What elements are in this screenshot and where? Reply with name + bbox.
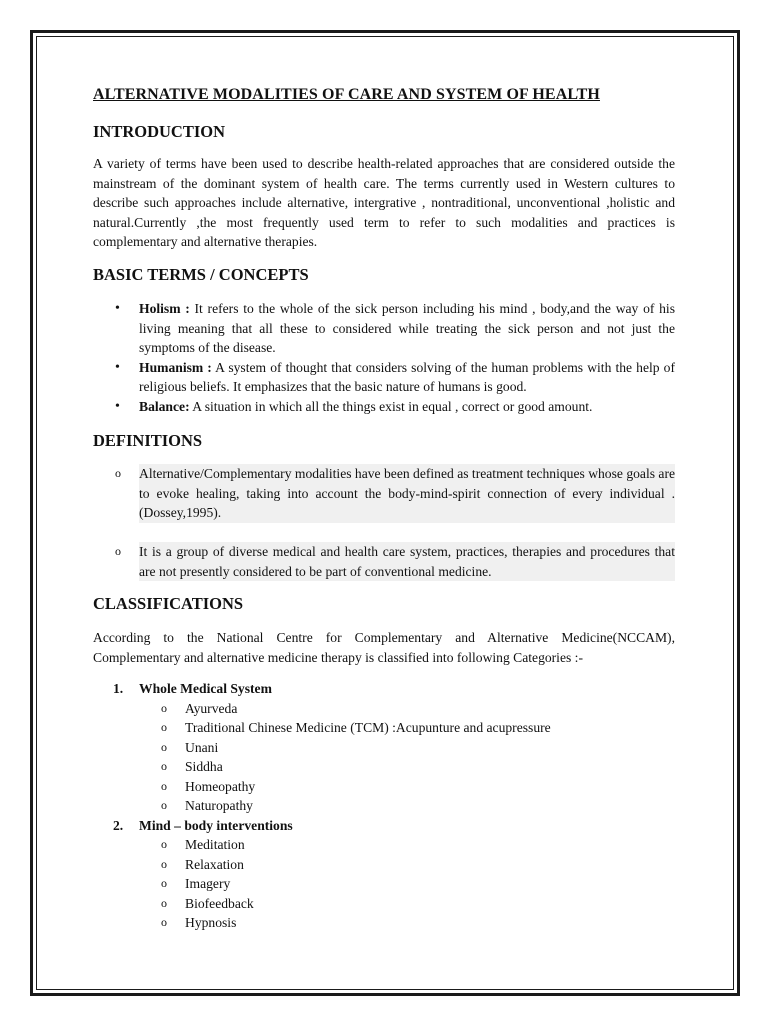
list-item — [93, 464, 675, 523]
list-item — [93, 855, 675, 875]
definitions-heading: DEFINITIONS — [93, 431, 203, 450]
list-item — [93, 299, 675, 358]
definitions-list — [93, 464, 675, 523]
introduction-heading: INTRODUCTION — [93, 122, 226, 141]
definitions-list-2 — [93, 542, 675, 581]
circle-bullet-icon: o — [161, 720, 167, 734]
term-label: Holism : — [139, 301, 190, 316]
subitem-text: Relaxation — [185, 856, 244, 872]
category-subitems — [139, 699, 675, 816]
subitem-text: Meditation — [185, 837, 245, 852]
category-item — [93, 816, 675, 933]
list-item — [93, 738, 675, 758]
list-item — [93, 397, 675, 417]
circle-bullet-icon: o — [115, 466, 121, 480]
list-item — [93, 913, 675, 933]
subitem-text: Traditional Chinese Medicine (TCM) :Acupunture and acupressure — [185, 720, 551, 735]
term-label: Balance: — [139, 398, 190, 414]
list-item — [93, 358, 675, 397]
circle-bullet-icon: o — [115, 544, 121, 558]
document-title: ALTERNATIVE MODALITIES OF CARE AND SYSTEM OF HEALTH — [93, 86, 600, 103]
term-label: Humanism : — [139, 359, 212, 375]
list-item — [93, 699, 675, 719]
list-item — [93, 874, 675, 894]
term-description: A system of thought that considers solving of the human problems with the help of religious beliefs. It emphasizes that the basic nature of humans is good. — [139, 359, 675, 394]
subitem-text: Imagery — [185, 876, 231, 891]
subitem-text: Biofeedback — [185, 895, 254, 911]
circle-bullet-icon: o — [161, 837, 167, 851]
circle-bullet-icon: o — [161, 778, 167, 793]
circle-bullet-icon: o — [161, 915, 167, 929]
category-subitems — [139, 835, 675, 933]
category-name: Mind – body interventions — [139, 817, 293, 833]
basic-terms-list — [93, 299, 675, 416]
category-number: 2. — [113, 817, 124, 833]
term-description: A situation in which all the things exist in equal , correct or good amount. — [189, 398, 593, 414]
classification-categories — [93, 679, 675, 933]
subitem-text: Hypnosis — [185, 915, 237, 930]
circle-bullet-icon: o — [161, 895, 167, 910]
bullet-marker: • — [115, 359, 120, 375]
classifications-intro: According to the National Centre for Complementary and Alternative Medicine(NCCAM), Complementary and alternative medicine therapy is classified into following Categories :- — [93, 630, 675, 665]
subitem-text: Siddha — [185, 759, 223, 774]
category-name: Whole Medical System — [139, 681, 272, 696]
list-item — [93, 777, 675, 797]
definition-text: It is a group of diverse medical and health care system, practices, therapies and procedures that are not presently considered to be part of conventional medicine. — [139, 542, 675, 581]
classifications-heading: CLASSIFICATIONS — [93, 594, 244, 613]
circle-bullet-icon: o — [161, 798, 167, 812]
category-number: 1. — [113, 681, 124, 696]
circle-bullet-icon: o — [161, 739, 167, 754]
definition-text: Alternative/Complementary modalities have been defined as treatment techniques whose goals are to evoke healing, taking into account the body-mind-spirit connection of every individual . (Dossey,1995). — [139, 464, 675, 523]
list-item — [93, 757, 675, 777]
bullet-marker: • — [115, 398, 120, 414]
subitem-text: Homeopathy — [185, 778, 256, 794]
bullet-marker: • — [115, 301, 120, 316]
list-item — [93, 542, 675, 581]
circle-bullet-icon: o — [161, 759, 167, 773]
list-item — [93, 718, 675, 738]
list-item — [93, 835, 675, 855]
circle-bullet-icon: o — [161, 876, 167, 890]
circle-bullet-icon: o — [161, 700, 167, 715]
introduction-paragraph: A variety of terms have been used to describe health-related approaches that are considered outside the mainstream of the dominant system of health care. The terms currently used in Western cultures to describe such approaches include alternative, intergrative , nontraditional, unconventional ,holistic and natural.Currently ,the most frequently used term to refer to such modalities and practices is complementary and alternative therapies. — [93, 156, 675, 249]
list-item — [93, 796, 675, 816]
list-item — [93, 894, 675, 914]
basic-terms-heading: BASIC TERMS / CONCEPTS — [93, 265, 309, 284]
term-description: It refers to the whole of the sick person including his mind , body,and the way of his living meaning that all these to considered while treating the sick person and not just the symptoms of the disease. — [139, 301, 675, 355]
subitem-text: Ayurveda — [185, 700, 238, 716]
subitem-text: Naturopathy — [185, 798, 253, 813]
category-item — [93, 679, 675, 816]
circle-bullet-icon: o — [161, 856, 167, 871]
subitem-text: Unani — [185, 739, 219, 755]
